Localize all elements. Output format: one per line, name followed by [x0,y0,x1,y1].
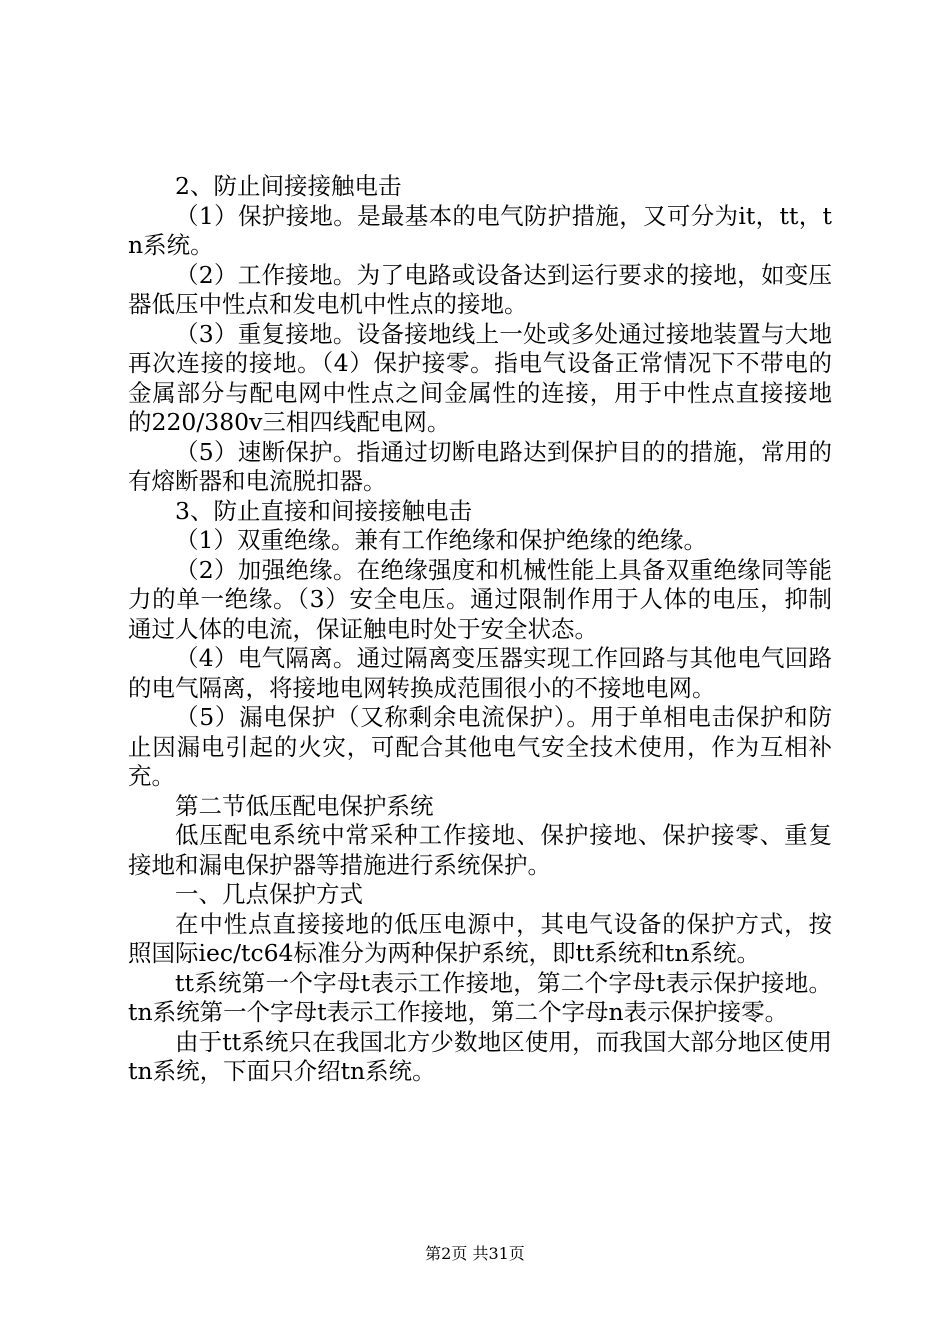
page-number: 第2页 共31页 [425,1244,525,1263]
paragraph: 3、防止直接和间接接触电击 [175,496,472,525]
paragraph: （4）电气隔离。通过隔离变压器实现工作回路与其他电气回路的电气隔离，将接地电网转换成范围很小的不接地电网。 [128,644,832,702]
paragraph: （5）速断保护。指通过切断电路达到保护目的的措施，常用的有熔断器和电流脱扣器。 [128,437,832,495]
paragraph: （3）重复接地。设备接地线上一处或多处通过接地装置与大地再次连接的接地。（4）保护接零。指电气设备正常情况下不带电的金属部分与配电网中性点之间金属性的连接，用于中性点直接接地的220/380v三相四线配电网。 [128,319,832,436]
document-body [128,172,832,1087]
paragraph: tt系统第一个字母t表示工作接地，第二个字母t表示保护接地。tn系统第一个字母t表示工作接地，第二个字母n表示保护接零。 [128,968,832,1026]
paragraph: （2）加强绝缘。在绝缘强度和机械性能上具备双重绝缘同等能力的单一绝缘。（3）安全电压。通过限制作用于人体的电压，抑制通过人体的电流，保证触电时处于安全状态。 [128,555,832,643]
subsection-heading: 一、几点保护方式 [175,880,363,908]
paragraph: （2）工作接地。为了电路或设备达到运行要求的接地，如变压器低压中性点和发电机中性点的接地。 [128,260,832,318]
paragraph: 由于tt系统只在我国北方少数地区使用，而我国大部分地区使用tn系统，下面只介绍tn系统。 [128,1027,832,1085]
paragraph: 2、防止间接接触电击 [175,172,402,200]
paragraph: 低压配电系统中常采种工作接地、保护接地、保护接零、重复接地和漏电保护器等措施进行系统保护。 [128,821,832,879]
paragraph: 在中性点直接接地的低压电源中，其电气设备的保护方式，按照国际iec/tc64标准分为两种保护系统，即tt系统和tn系统。 [128,909,832,967]
paragraph: （1）保护接地。是最基本的电气防护措施，又可分为it，tt，tn系统。 [128,201,832,259]
paragraph: （5）漏电保护（又称剩余电流保护）。用于单相电击保护和防止因漏电引起的火灾，可配合其他电气安全技术使用，作为互相补充。 [128,703,832,790]
paragraph: （1）双重绝缘。兼有工作绝缘和保护绝缘的绝缘。 [175,526,707,554]
section-heading: 第二节低压配电保护系统 [175,791,434,820]
